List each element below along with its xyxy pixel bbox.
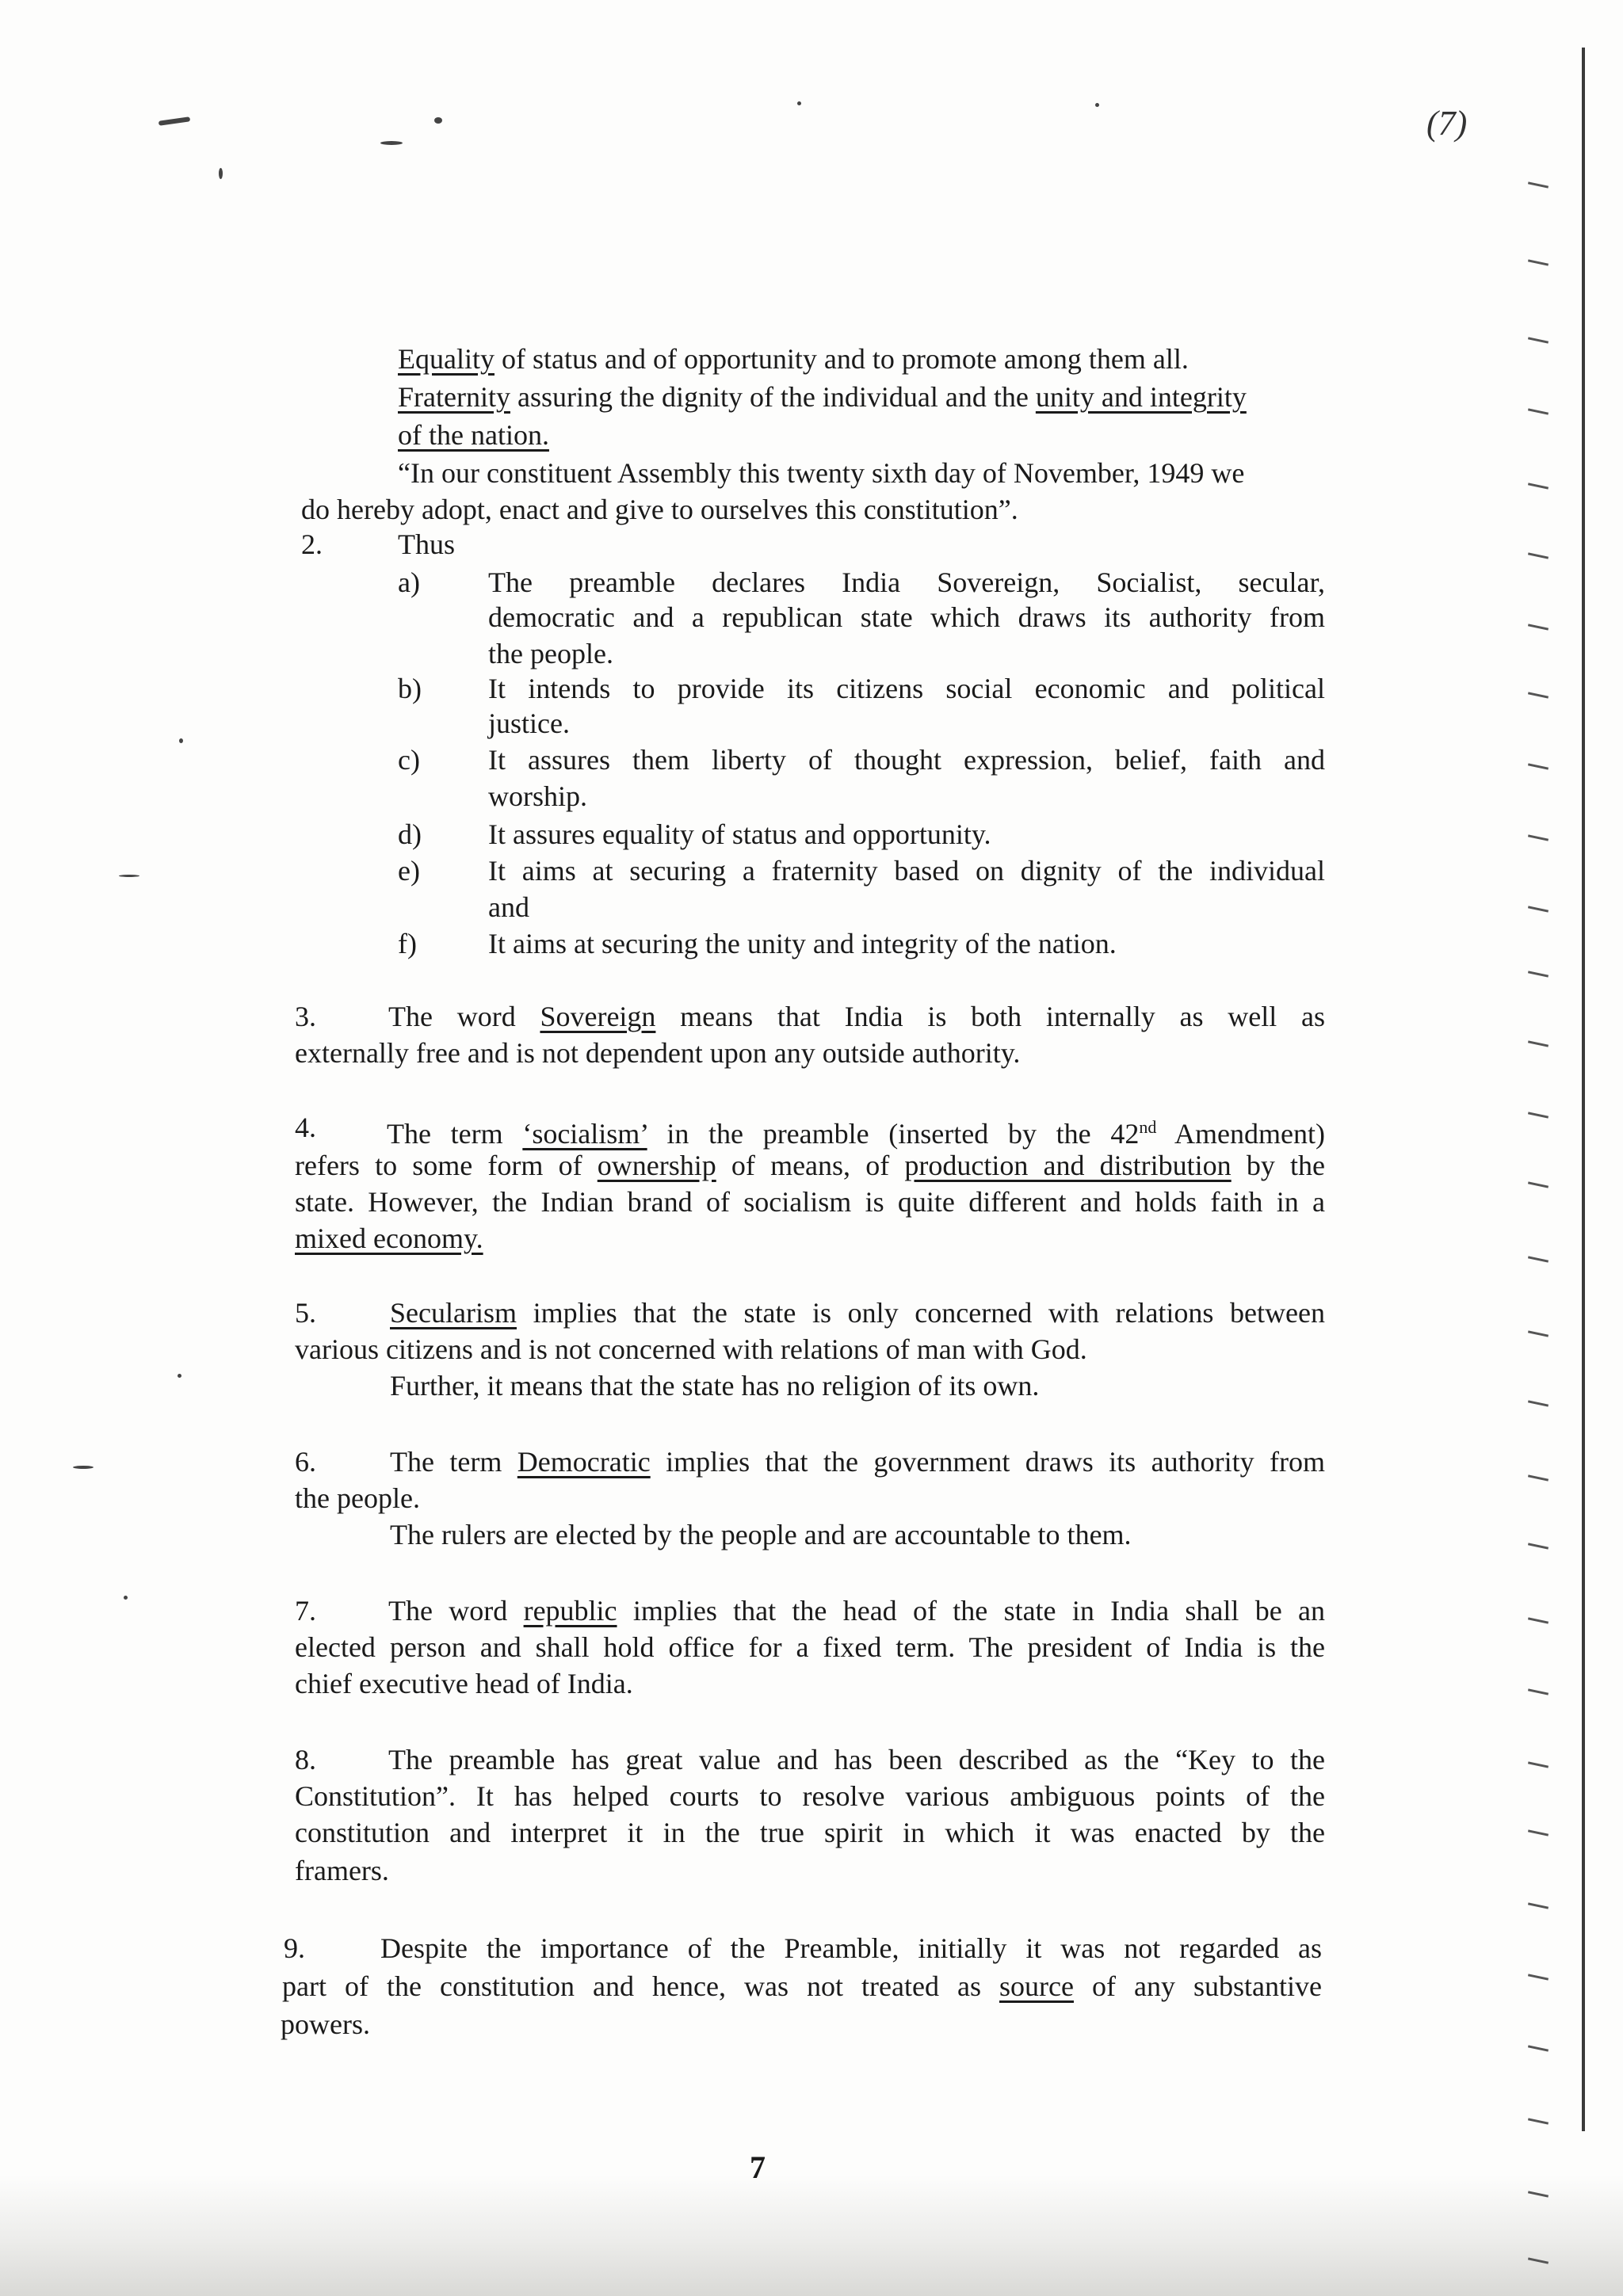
superscript: nd — [1139, 1117, 1157, 1137]
paragraph-number: 2. — [301, 528, 323, 560]
paragraph-line: The preamble has great value and has been described as the “Key to the — [388, 1744, 1325, 1775]
list-label: b) — [398, 673, 422, 704]
text: means that India is both internally as well as — [655, 1001, 1325, 1032]
line-text: of status and of opportunity and to promote among them all. — [494, 343, 1189, 375]
paragraph-line: framers. — [295, 1855, 389, 1886]
margin-mark — [1528, 1400, 1549, 1406]
margin-mark — [1528, 1688, 1549, 1695]
paragraph-line — [390, 1295, 1325, 1331]
margin-mark — [1528, 1974, 1549, 1980]
paragraph-number: 6. — [295, 1446, 316, 1478]
list-item-line: It aims at securing the unity and integrity of the nation. — [488, 928, 1117, 959]
text: of any substantive — [1073, 1970, 1322, 2002]
scan-speck — [797, 101, 801, 105]
paragraph-line — [295, 1147, 1325, 1184]
underlined-term: Sovereign — [540, 1001, 656, 1032]
paragraph-line — [282, 1968, 1322, 2004]
text: part of the constitution and hence, was not treated as — [282, 1970, 999, 2002]
text: Amendment) — [1156, 1118, 1325, 1150]
text: The word — [388, 1595, 524, 1627]
paragraph-number: 4. — [295, 1112, 316, 1143]
margin-mark — [1528, 763, 1549, 769]
text: implies that the government draws its authority from — [650, 1446, 1325, 1478]
list-label: e) — [398, 855, 420, 887]
page-edge-line — [1582, 48, 1585, 2131]
margin-mark — [1528, 1330, 1549, 1337]
text: The word — [388, 1001, 540, 1032]
underlined-term: source — [999, 1970, 1074, 2002]
text: by the — [1231, 1150, 1326, 1181]
paragraph-line — [388, 1592, 1325, 1629]
line-constituent-assembly: “In our constituent Assembly this twenty sixth day of November, 1949 we — [398, 457, 1245, 489]
list-label: d) — [398, 818, 422, 850]
scan-speck — [434, 117, 442, 124]
paragraph-line: externally free and is not dependent upon any outside authority. — [295, 1037, 1021, 1069]
paragraph-line — [295, 1220, 483, 1257]
list-item-line: justice. — [488, 707, 570, 739]
scan-speck — [158, 116, 190, 126]
margin-mark — [1528, 1040, 1549, 1047]
text: The term — [387, 1118, 523, 1150]
margin-mark — [1528, 624, 1549, 630]
paragraph-line — [390, 1444, 1325, 1480]
line-fraternity — [398, 379, 1247, 415]
paragraph-line: elected person and shall hold office for a fixed term. The president of India is the — [295, 1631, 1325, 1663]
paragraph-line: constitution and interpret it in the true spirit in which it was enacted by the — [295, 1817, 1325, 1848]
text: implies that the head of the state in India shall be an — [617, 1595, 1325, 1627]
margin-mark — [1528, 181, 1549, 188]
margin-mark — [1528, 1181, 1549, 1188]
list-item-line: It assures equality of status and opportunity. — [488, 818, 991, 850]
margin-mark — [1528, 2045, 1549, 2051]
list-item-line: It aims at securing a fraternity based on dignity of the individual — [488, 855, 1325, 887]
underlined-term: Equality — [398, 343, 495, 375]
margin-mark — [1528, 337, 1549, 343]
list-item-line: worship. — [488, 780, 587, 812]
paragraph-number: 9. — [284, 1932, 305, 1964]
line-equality — [398, 341, 1189, 377]
paragraph-line: chief executive head of India. — [295, 1668, 633, 1699]
underlined-term: Democratic — [517, 1446, 651, 1478]
paragraph-line: Further, it means that the state has no religion of its own. — [390, 1370, 1040, 1402]
margin-mark — [1528, 2118, 1549, 2124]
list-item-line: the people. — [488, 638, 613, 669]
underlined-term: unity and integrity — [1035, 381, 1247, 413]
list-item-line: It intends to provide its citizens social economic and political — [488, 673, 1325, 704]
line-text: assuring the dignity of the individual and the — [510, 381, 1036, 413]
underlined-term: mixed economy. — [295, 1222, 483, 1254]
scan-speck — [119, 875, 139, 877]
scan-speck — [178, 1374, 181, 1378]
bottom-shadow — [0, 2175, 1623, 2296]
underlined-term: Secularism — [390, 1297, 517, 1329]
margin-mark — [1528, 408, 1549, 414]
margin-mark — [1528, 1474, 1549, 1481]
paragraph-text: Thus — [398, 528, 455, 560]
margin-mark — [1528, 834, 1549, 841]
scan-speck — [73, 1466, 94, 1469]
paragraph-line: The rulers are elected by the people and are accountable to them. — [390, 1519, 1132, 1550]
margin-mark — [1528, 482, 1549, 489]
scan-speck — [380, 141, 403, 145]
margin-mark — [1528, 971, 1549, 977]
margin-mark — [1528, 1761, 1549, 1768]
list-item-line: and — [488, 891, 529, 923]
text: of means, of — [716, 1150, 905, 1181]
paragraph-number: 7. — [295, 1595, 316, 1627]
underlined-term: Fraternity — [398, 381, 510, 413]
margin-mark — [1528, 906, 1549, 912]
margin-mark — [1528, 1543, 1549, 1549]
paragraph-line: Despite the importance of the Preamble, initially it was not regarded as — [380, 1932, 1322, 1964]
underlined-term: production and distribution — [904, 1150, 1232, 1181]
margin-mark — [1528, 1256, 1549, 1262]
paragraph-line: the people. — [295, 1482, 420, 1514]
scan-speck — [1095, 103, 1099, 107]
list-item-line: It assures them liberty of thought expression, belief, faith and — [488, 744, 1325, 776]
paragraph-line: various citizens and is not concerned with relations of man with God. — [295, 1333, 1087, 1365]
text: implies that the state is only concerned with relations between — [516, 1297, 1325, 1329]
margin-mark — [1528, 552, 1549, 559]
line-adopt: do hereby adopt, enact and give to ourselves this constitution”. — [301, 494, 1018, 525]
paragraph-line — [388, 998, 1325, 1035]
paragraph-line: powers. — [281, 2008, 370, 2040]
line-nation — [398, 417, 549, 453]
scan-speck — [219, 168, 223, 179]
margin-mark — [1528, 259, 1549, 265]
scan-speck — [179, 738, 183, 743]
handwritten-page-note: (7) — [1426, 104, 1468, 143]
scan-speck — [124, 1596, 128, 1600]
text: refers to some form of — [295, 1150, 598, 1181]
margin-mark — [1528, 1112, 1549, 1118]
paragraph-number: 8. — [295, 1744, 316, 1775]
text: in the preamble (inserted by the 42 — [647, 1118, 1140, 1150]
list-label: c) — [398, 744, 420, 776]
list-item-line: The preamble declares India Sovereign, Socialist, secular, — [488, 566, 1325, 598]
underlined-term: republic — [523, 1595, 617, 1627]
underlined-term: ownership — [597, 1150, 716, 1181]
paragraph-number: 5. — [295, 1297, 316, 1329]
list-label: a) — [398, 566, 420, 598]
margin-mark — [1528, 1902, 1549, 1909]
list-label: f) — [398, 928, 417, 959]
margin-mark — [1528, 1617, 1549, 1623]
paragraph-line — [387, 1109, 1325, 1152]
list-item-line: democratic and a republican state which draws its authority from — [488, 601, 1325, 633]
page-number: 7 — [750, 2149, 766, 2185]
margin-mark — [1528, 1829, 1549, 1836]
margin-mark — [1528, 692, 1549, 698]
paragraph-line: state. However, the Indian brand of socialism is quite different and holds faith in a — [295, 1186, 1325, 1218]
underlined-term: ‘socialism’ — [522, 1118, 647, 1150]
paragraph-line: Constitution”. It has helped courts to resolve various ambiguous points of the — [295, 1780, 1325, 1812]
paragraph-number: 3. — [295, 1001, 316, 1032]
text: The term — [390, 1446, 517, 1478]
underlined-term: of the nation. — [398, 419, 549, 451]
